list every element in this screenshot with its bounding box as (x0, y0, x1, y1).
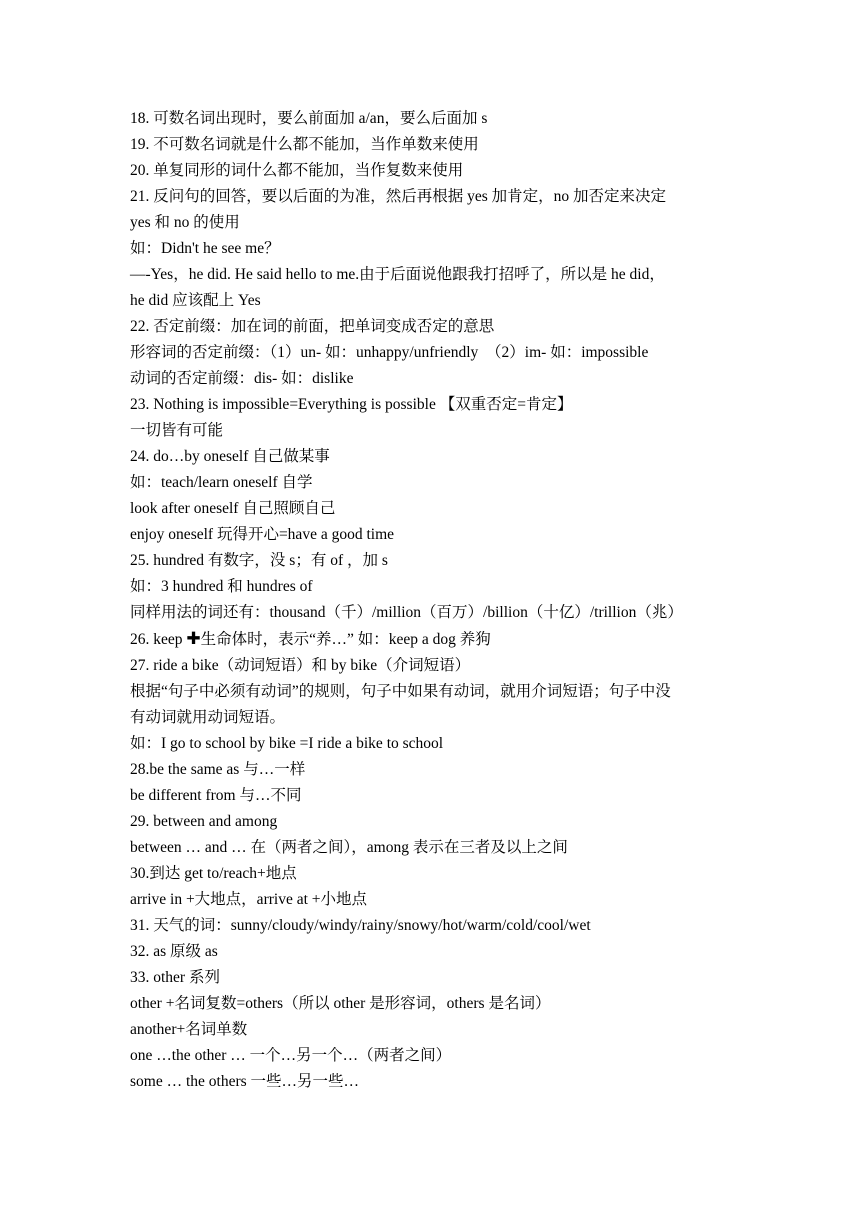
text-line: 如：Didn't he see me？ (130, 240, 280, 257)
text-line: —-Yes，he did. He said hello to me.由于后面说他跟我打招呼了，所以是 he did， (130, 266, 665, 283)
text-line: 31. 天气的词：sunny/cloudy/windy/rainy/snowy/hot/warm/cold/cool/wet (130, 917, 591, 934)
text-line: 动词的否定前缀：dis- 如：dislike (130, 370, 354, 387)
text-line: 20. 单复同形的词什么都不能加，当作复数来使用 (130, 162, 464, 179)
text-line: 同样用法的词还有：thousand（千）/million（百万）/billion（十亿）/trillion（兆） (130, 604, 683, 621)
text-line: enjoy oneself 玩得开心=have a good time (130, 526, 394, 543)
text-line: 23. Nothing is impossible=Everything is possible 【双重否定=肯定】 (130, 396, 573, 413)
text-line: 24. do…by oneself 自己做某事 (130, 448, 330, 465)
text-line: be different from 与…不同 (130, 787, 302, 804)
text-line: 30.到达 get to/reach+地点 (130, 865, 297, 882)
text-line: 根据“句子中必须有动词”的规则，句子中如果有动词，就用介词短语；句子中没 (130, 683, 671, 700)
document-body (130, 106, 734, 1095)
text-line: 一切皆有可能 (130, 422, 224, 439)
text-line: 19. 不可数名词就是什么都不能加，当作单数来使用 (130, 136, 479, 153)
text-line: 33. other 系列 (130, 969, 220, 986)
text-line: 如：teach/learn oneself 自学 (130, 474, 313, 491)
keep-suffix: 生命体时，表示“养…” 如：keep a dog 养狗 (200, 631, 491, 648)
text-line: 27. ride a bike（动词短语）和 by bike（介词短语） (130, 657, 471, 674)
text-line: he did 应该配上 Yes (130, 292, 261, 309)
text-line-keep (130, 626, 734, 653)
text-line: 25. hundred 有数字，没 s；有 of ，加 s (130, 552, 388, 569)
text-line: yes 和 no 的使用 (130, 214, 240, 231)
text-line: between … and … 在（两者之间），among 表示在三者及以上之间 (130, 839, 568, 856)
text-line: 29. between and among (130, 813, 278, 830)
text-line: 22. 否定前缀：加在词的前面，把单词变成否定的意思 (130, 318, 495, 335)
text-line: some … the others 一些…另一些… (130, 1073, 360, 1090)
keep-prefix: 26. keep (130, 631, 187, 648)
text-line: 形容词的否定前缀：（1）un- 如：unhappy/unfriendly （2）im- 如：impossible (130, 344, 649, 361)
text-line: 如：I go to school by bike =I ride a bike to school (130, 735, 444, 752)
text-line: 有动词就用动词短语。 (130, 709, 286, 726)
text-line: one …the other … 一个…另一个…（两者之间） (130, 1047, 452, 1064)
text-line: 18. 可数名词出现时，要么前面加 a/an，要么后面加 s (130, 110, 488, 127)
text-line: another+名词单数 (130, 1021, 248, 1038)
text-line: other +名词复数=others（所以 other 是形容词，others 是名词） (130, 995, 551, 1012)
plus-icon: ✚ (186, 629, 201, 649)
text-line: 21. 反问句的回答，要以后面的为准，然后再根据 yes 加肯定，no 加否定来决定 (130, 188, 667, 205)
text-line: 如：3 hundred 和 hundres of (130, 578, 313, 595)
text-line: look after oneself 自己照顾自己 (130, 500, 336, 517)
text-line: 28.be the same as 与…一样 (130, 761, 306, 778)
text-line: 32. as 原级 as (130, 943, 218, 960)
text-line: arrive in +大地点，arrive at +小地点 (130, 891, 368, 908)
